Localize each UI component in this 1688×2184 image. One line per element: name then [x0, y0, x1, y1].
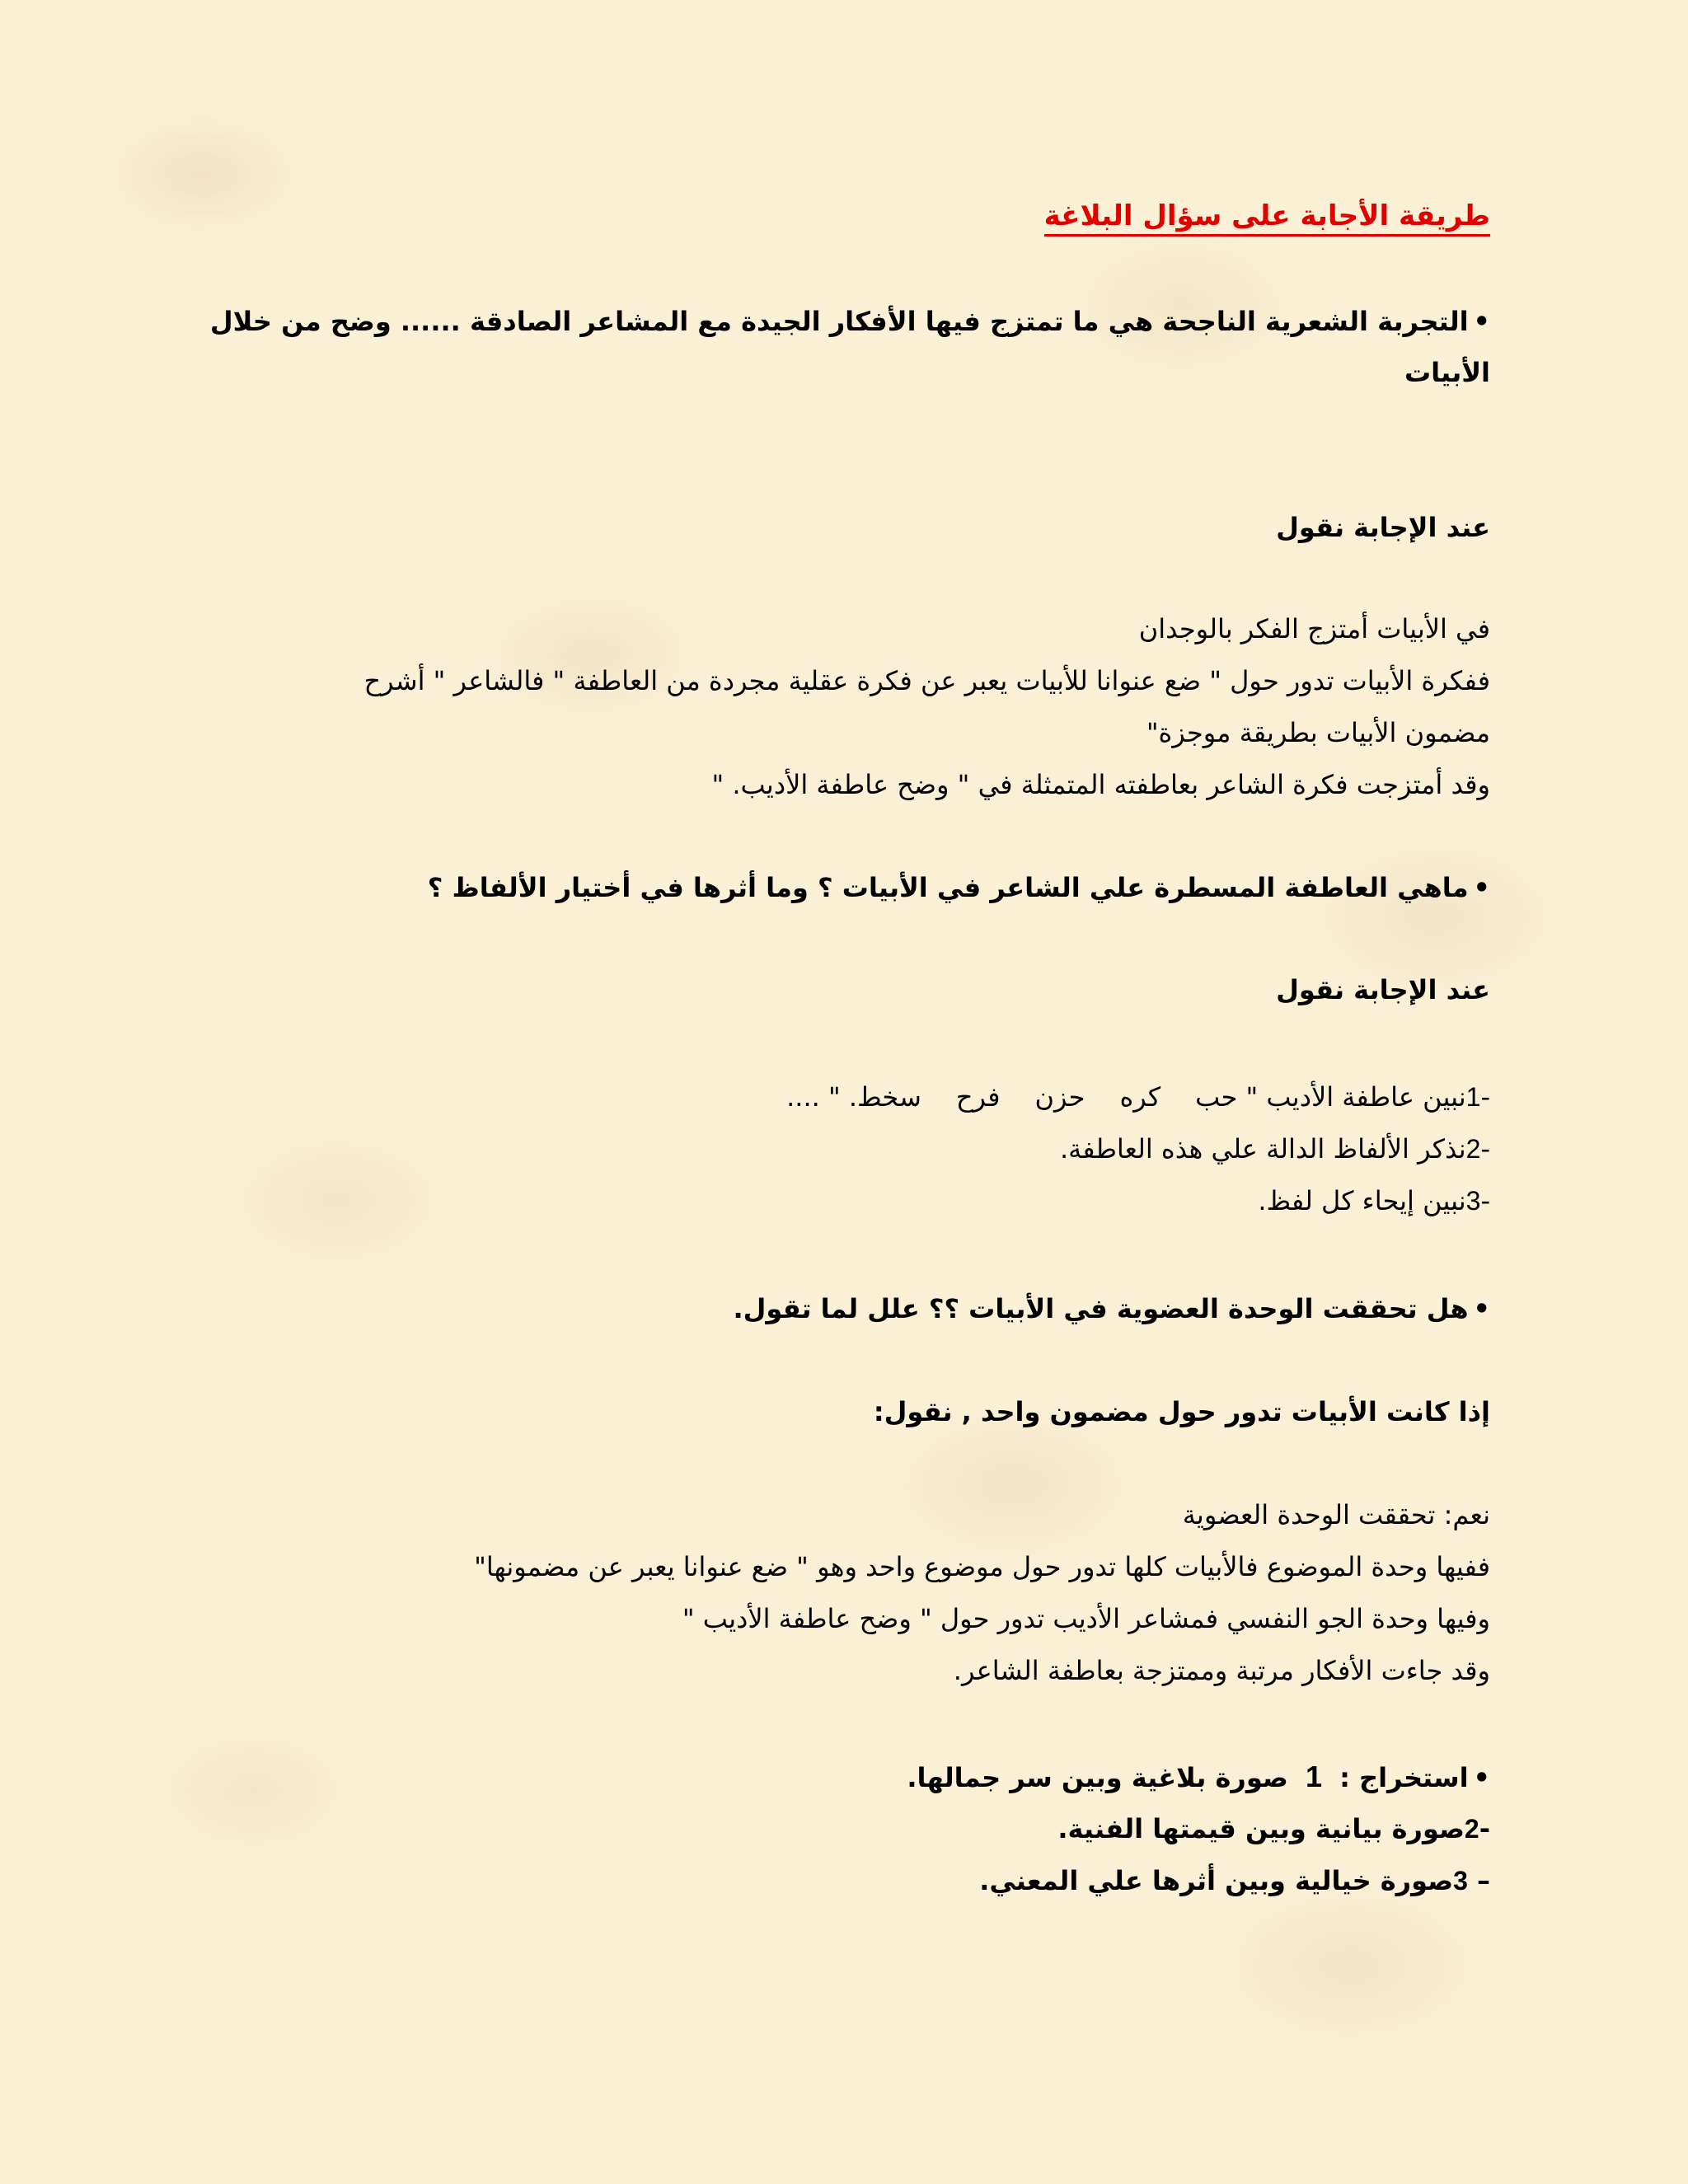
answer-heading-2: عند الإجابة نقول [1276, 974, 1490, 1005]
answer-1-line: في الأبيات أمتزج الفكر بالوجدان [1138, 613, 1490, 644]
item-number: 3 [1453, 1866, 1468, 1896]
question-1-text: التجربة الشعرية الناجحة هي ما تمتزج فيها الأفكار الجيدة مع المشاعر الصادقة ...... وضح من خلال [209, 306, 1469, 337]
answer-3-line: وقد جاءت الأفكار مرتبة وممتزجة بعاطفة الشاعر. [953, 1655, 1490, 1686]
step-dash: - [1479, 1813, 1490, 1844]
step-2-text: نذكر الألفاظ الدالة علي هذه العاطفة. [1059, 1133, 1466, 1165]
item-number: 1 [1305, 1760, 1322, 1793]
bullet-icon: • [1473, 1293, 1490, 1324]
step-number: 2 [1465, 1134, 1481, 1164]
step-2 [1060, 1126, 1490, 1172]
step-1 [786, 1074, 1490, 1120]
extract-line-3 [979, 1858, 1490, 1904]
document-title: طريقة الأجابة على سؤال البلاغة [1044, 199, 1490, 237]
step-dash: - [1480, 1133, 1490, 1165]
answer-1-line: مضمون الأبيات بطريقة موجزة" [1146, 717, 1490, 748]
extract-prefix: استخراج : [1339, 1762, 1469, 1793]
bullet-icon: • [1473, 306, 1490, 337]
answer-3-line: وفيها وحدة الجو النفسي فمشاعر الأديب تدور حول " وضح عاطفة الأديب " [682, 1603, 1490, 1634]
extract-line-1 [907, 1754, 1490, 1801]
question-2-text: ماهي العاطفة المسطرة علي الشاعر في الأبيات ؟ وما أثرها في أختيار الألفاظ ؟ [427, 872, 1469, 903]
bullet-icon: • [1473, 872, 1490, 903]
question-2 [428, 865, 1490, 911]
answer-1-line: وقد أمتزجت فكرة الشاعر بعاطفته المتمثلة في " وضح عاطفة الأديب. " [711, 769, 1490, 800]
question-3-text: هل تحققت الوحدة العضوية في الأبيات ؟؟ علل لما تقول. [733, 1293, 1469, 1324]
item-number: 2 [1464, 1814, 1479, 1844]
question-1-line-1 [210, 298, 1490, 344]
question-3 [733, 1286, 1490, 1332]
answer-heading-1: عند الإجابة نقول [1276, 512, 1490, 543]
step-number: 3 [1465, 1186, 1481, 1216]
step-number: 1 [1465, 1082, 1481, 1112]
emotion-item: سخط. " .... [786, 1081, 921, 1113]
extract-item-2: صورة بيانية وبين قيمتها الفنية. [1057, 1813, 1465, 1844]
step-dash: - [1480, 1185, 1490, 1216]
step-dash: - [1480, 1081, 1490, 1113]
step-3 [1258, 1178, 1490, 1224]
answer-3-line: نعم: تحققت الوحدة العضوية [1182, 1499, 1490, 1530]
document-title-wrap [1044, 193, 1490, 239]
step-dash: – [1467, 1865, 1490, 1896]
extract-item-3: صورة خيالية وبين أثرها علي المعني. [979, 1865, 1454, 1896]
question-1-line-2: الأبيات [1404, 357, 1490, 388]
emotion-item: حزن [1034, 1081, 1085, 1113]
step-3-text: نبين إيحاء كل لفظ. [1258, 1185, 1466, 1216]
condition-line: إذا كانت الأبيات تدور حول مضمون واحد , نقول: [873, 1396, 1490, 1427]
emotion-item: كره [1119, 1081, 1161, 1113]
answer-3-line: ففيها وحدة الموضوع فالأبيات كلها تدور حول موضوع واحد وهو " ضع عنوانا يعبر عن مضمونها" [474, 1551, 1490, 1582]
answer-1-line: ففكرة الأبيات تدور حول " ضع عنوانا للأبيات يعبر عن فكرة عقلية مجردة من العاطفة " فالشاعر " أشرح [363, 665, 1490, 696]
extract-line-2 [1057, 1806, 1490, 1852]
step-1-text: نبين عاطفة الأديب " حب [1195, 1081, 1466, 1113]
bullet-icon: • [1473, 1762, 1490, 1793]
emotion-item: فرح [955, 1081, 1001, 1113]
extract-item-1: صورة بلاغية وبين سر جمالها. [907, 1762, 1288, 1793]
